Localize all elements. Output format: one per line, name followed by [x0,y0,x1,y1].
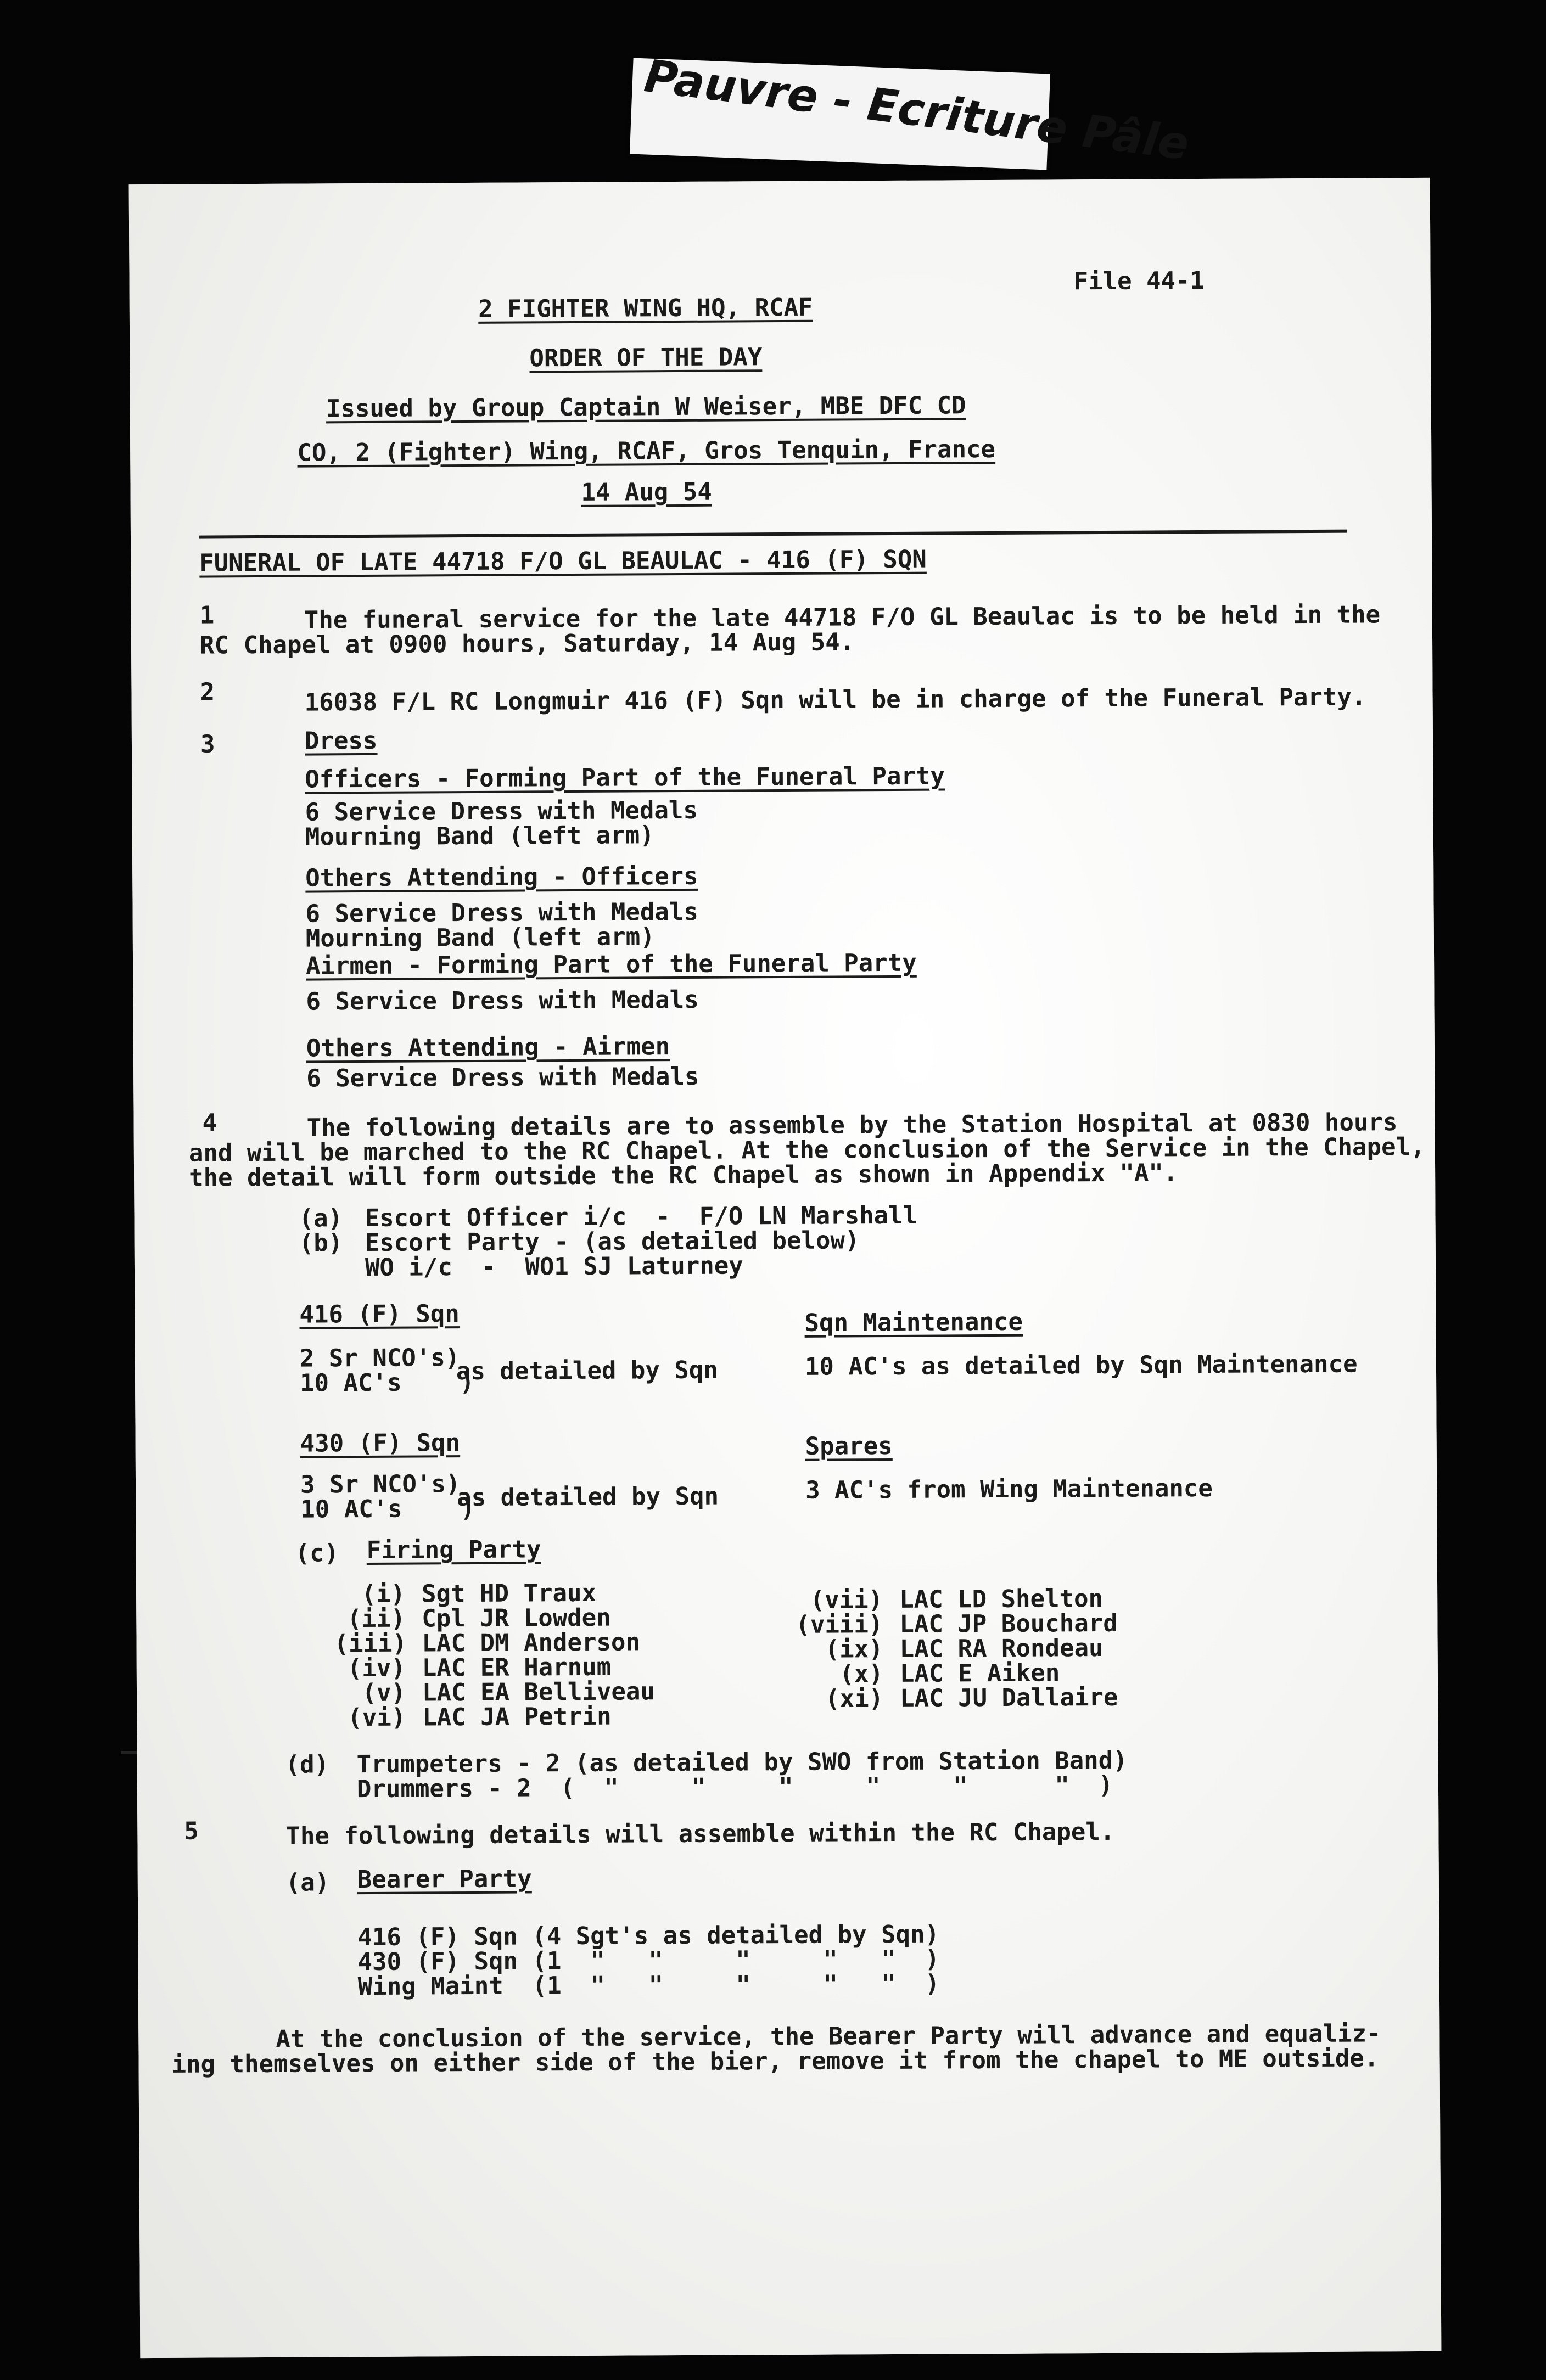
para-3-number: 3 [200,730,215,759]
document-page [129,178,1442,2358]
bearer-party-title: Bearer Party [357,1865,532,1894]
para-4-line-3: the detail will form outside the RC Chapel as shown in Appendix "A". [188,1159,1178,1192]
sqn-maintenance-title: Sqn Maintenance [804,1307,1023,1337]
unit-430-line-1: 3 Sr NCO's) [300,1470,461,1499]
firing-party-member: LAC DM Anderson [422,1628,641,1658]
archive-label-text: Pauvre - Ecriture Pâle [641,50,1192,171]
firing-party-number: (i) [361,1580,406,1609]
para-2-text: 16038 F/L RC Longmuir 416 (F) Sqn will be in charge of the Funeral Party. [304,683,1366,717]
dress-heading: Dress [304,726,378,755]
escort-officer: Escort Officer i/c - F/O LN Marshall [365,1201,918,1233]
firing-party-number: (v) [362,1679,406,1708]
escort-party: Escort Party - (as detailed below) [365,1226,860,1258]
firing-party-number: (viii) [796,1610,883,1639]
firing-party-member: LAC JP Bouchard [899,1609,1118,1638]
file-reference: File 44-1 [1073,266,1205,296]
item-letter: (b) [299,1229,343,1258]
firing-party-member: LAC JU Dallaire [899,1683,1118,1713]
firing-party-member: LAC JA Petrin [422,1702,612,1732]
header-rule [199,530,1347,539]
unit-430-detail: as detailed by Sqn [457,1482,719,1512]
para-4-line-2: and will be marched to the RC Chapel. At the conclusion of the Service in the Chapel, [188,1132,1425,1167]
closing-line-1: At the conclusion of the service, the Bearer Party will advance and equaliz- [276,2019,1381,2053]
dress-line: 6 Service Dress with Medals [305,897,698,928]
order-date: 14 Aug 54 [581,478,712,507]
trumpeters-line: Trumpeters - 2 (as detailed by SWO from Station Band) [356,1746,1128,1779]
dress-line: Mourning Band (left arm) [305,821,654,851]
issued-by: Issued by Group Captain W Weiser, MBE DFC CD [326,391,966,423]
unit-416-detail: as detailed by Sqn [456,1356,718,1386]
para-1-line-2: RC Chapel at 0900 hours, Saturday, 14 Aug 54. [199,628,855,660]
closing-line-2: ing themselves on either side of the bier, remove it from the chapel to ME outside. [171,2044,1379,2079]
commanding-officer: CO, 2 (Fighter) Wing, RCAF, Gros Tenquin, France [297,435,996,467]
firing-party-number: (x) [839,1660,884,1688]
firing-party-number: (ix) [825,1635,883,1664]
subject-line: FUNERAL OF LATE 44718 F/O GL BEAULAC - 416 (F) SQN [199,545,927,577]
dress-group-title: Others Attending - Airmen [306,1032,670,1063]
firing-party-member: LAC LD Shelton [899,1584,1104,1614]
dress-line: 6 Service Dress with Medals [305,796,698,827]
unit-416-line-1: 2 Sr NCO's) [299,1344,460,1373]
drummers-line: Drummers - 2 ( " " " " " " ) [356,1771,1113,1804]
unit-416-title: 416 (F) Sqn [299,1300,460,1329]
dress-group-title: Officers - Forming Part of the Funeral Party [305,762,945,794]
dress-line: 6 Service Dress with Medals [306,1062,699,1093]
dress-line: 6 Service Dress with Medals [306,985,699,1016]
para-1-line-1: The funeral service for the late 44718 F/O GL Beaulac is to be held in the [304,600,1381,635]
bearer-party-line: 416 (F) Sqn (4 Sgt's as detailed by Sqn) [357,1920,940,1952]
firing-party-number: (iv) [347,1654,406,1683]
firing-party-member: Cpl JR Lowden [422,1603,611,1633]
firing-party-number: (ii) [347,1604,406,1634]
document-title: ORDER OF THE DAY [529,343,763,373]
para-2-number: 2 [200,678,215,706]
para-1-number: 1 [199,601,215,630]
item-letter: (a) [299,1204,343,1233]
bearer-party-line: 430 (F) Sqn (1 " " " " " ) [357,1945,940,1977]
dress-group-title: Airmen - Forming Part of the Funeral Party [305,948,917,980]
bearer-party-line: Wing Maint (1 " " " " " ) [357,1969,940,2001]
dress-line: Mourning Band (left arm) [305,923,655,953]
warrant-officer-in-charge: WO i/c - WO1 SJ Laturney [365,1251,743,1282]
firing-party-member: LAC E Aiken [899,1659,1060,1688]
firing-party-member: Sgt HD Traux [421,1579,597,1608]
item-letter: (c) [295,1539,339,1568]
archive-label-strip [630,50,1192,171]
firing-party-member: LAC ER Harnum [422,1653,612,1682]
unit-title: 2 FIGHTER WING HQ, RCAF [478,293,813,323]
firing-party-member: LAC EA Belliveau [422,1677,656,1707]
item-letter: (a) [285,1868,330,1897]
firing-party-title: Firing Party [366,1535,541,1564]
firing-party-number: (vi) [348,1703,406,1732]
unit-430-line-2: 10 AC's ) [300,1494,475,1524]
unit-430-title: 430 (F) Sqn [300,1429,461,1458]
firing-party-number: (xi) [825,1685,884,1713]
firing-party-member: LAC RA Rondeau [899,1634,1104,1663]
dress-group-title: Others Attending - Officers [305,862,698,892]
firing-party-number: (iii) [334,1629,407,1658]
unit-416-line-2: 10 AC's ) [299,1368,475,1397]
spares-title: Spares [805,1432,893,1461]
para-4-number: 4 [202,1109,217,1137]
spares-detail: 3 AC's from Wing Maintenance [805,1474,1213,1505]
para-5-text: The following details will assemble within the RC Chapel. [285,1817,1115,1850]
item-letter: (d) [285,1750,329,1779]
para-4-line-1: The following details are to assemble by the Station Hospital at 0830 hours [306,1108,1398,1142]
para-5-number: 5 [184,1817,199,1845]
sqn-maintenance-detail: 10 AC's as detailed by Sqn Maintenance [804,1350,1358,1381]
firing-party-number: (vii) [810,1586,883,1614]
